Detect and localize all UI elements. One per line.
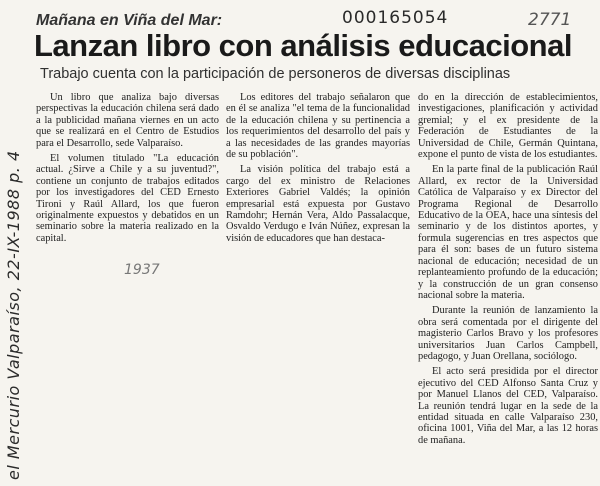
kicker: Mañana en Viña del Mar: xyxy=(36,12,223,29)
paragraph: Durante la reunión de lanzamiento la obra será comentada por el dirigente del magisterio Carlos Bravo y los profesores universitarios Juan Carlos Campbell, pedagogo, y Juan Orellana, sociólogo. xyxy=(418,305,598,362)
paragraph: do en la dirección de establecimientos, investigaciones, planificación y actividad gremial; y el ex presidente de la Federación de Estudiantes de la Universidad de Chile, Germán Quintana, expone el punto de vista de los estudiantes. xyxy=(418,92,598,161)
article-column-1 xyxy=(36,92,219,244)
headline: Lanzan libro con análisis educacional xyxy=(34,28,572,63)
subheadline: Trabajo cuenta con la participación de personeros de diversas disciplinas xyxy=(40,66,511,82)
paragraph: El acto será presidida por el director ejecutivo del CED Alfonso Santa Cruz y por Manuel Llanos del CED, Valparaíso. La reunión tendrá lugar en la sede de la entidad situada en calle Valparaíso 230, oficina 1001, Viña del Mar, a las 12 horas de mañana. xyxy=(418,366,598,446)
paragraph: Los editores del trabajo señalaron que en él se analiza "el tema de la funcionalidad de la educación chilena y su pertinencia a los requerimientos del desarrollo del país y a las necesidades de las grandes mayorías de su población". xyxy=(226,92,410,161)
paragraph: La visión política del trabajo está a cargo del ex ministro de Relaciones Exteriores Gabriel Valdés; la opinión empresarial está expuesta por Gustavo Ramdohr; Hernán Vera, Aldo Passalacque, Osvaldo Verdugo e Iván Núñez, expresan la visión de educadores que han destaca- xyxy=(226,164,410,244)
paragraph: En la parte final de la publicación Raúl Allard, ex rector de la Universidad Católica de Valparaíso y ex Director del Programa Regional de Desarrollo Educativo de la OEA, hace una síntesis del seminario y de los distintos aportes, y formula sugerencias en tres aspectos que para él son: bases de un futuro sistema nacional de educación; necesidad de un replanteamiento profundo de la educación; y la construcción de un gran consenso nacional sobre la materia. xyxy=(418,164,598,301)
paragraph: El volumen titulado "La educación actual. ¿Sirve a Chile y a su juventud?", contiene un conjunto de trabajos editados por los investigadores del CED Ernesto Tironi y Raúl Allard, los que fueron originalmente expuestos y debatidos en un seminario sobre la materia realizado en la capital. xyxy=(36,153,219,244)
paragraph: Un libro que analiza bajo diversas perspectivas la educación chilena será dado a la publicidad mañana viernes en un acto que se realizará en el Centro de Estudios para el Desarrollo, sede Valparaíso. xyxy=(36,92,219,149)
article-column-3 xyxy=(418,92,598,446)
catalog-code: 000165054 xyxy=(342,8,449,28)
article-column-2 xyxy=(226,92,410,244)
source-note: el Mercurio Valparaíso, 22-IX-1988 p. 4 xyxy=(4,150,23,480)
margin-handwritten-source xyxy=(2,20,28,480)
handwritten-year: 1937 xyxy=(124,262,160,278)
corner-mark: 2771 xyxy=(528,10,572,30)
